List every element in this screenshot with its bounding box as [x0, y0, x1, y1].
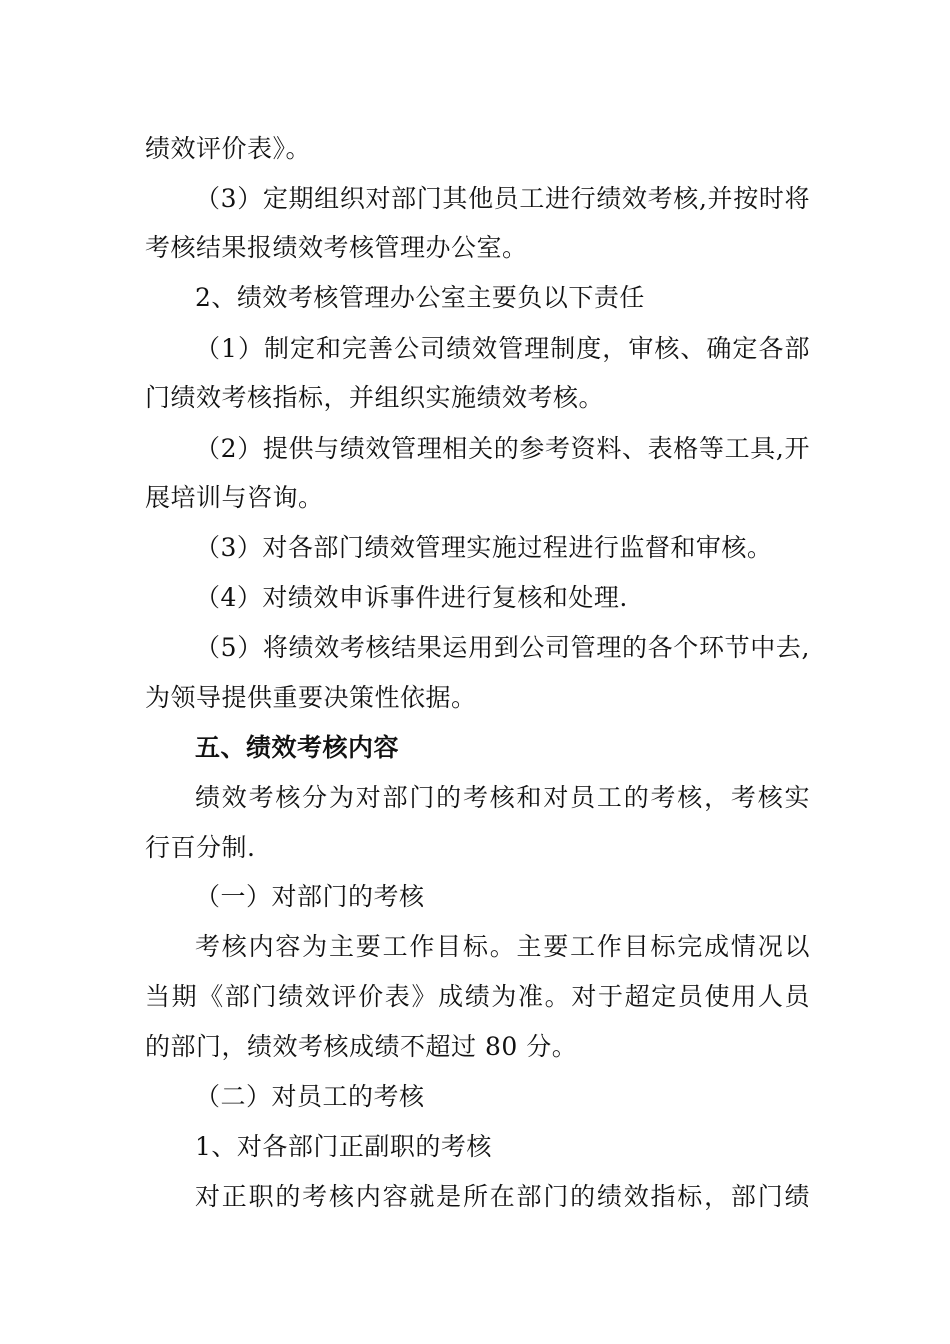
paragraph-line: 当期《部门绩效评价表》成绩为准。对于超定员使用人员: [145, 982, 810, 1011]
subsection-heading: （二）对员工的考核: [195, 1082, 425, 1111]
paragraph-line: （5）将绩效考核结果运用到公司管理的各个环节中去,: [195, 633, 810, 662]
paragraph-line: 门绩效考核指标，并组织实施绩效考核。: [145, 383, 605, 412]
paragraph-line: 绩效评价表》。: [145, 134, 312, 163]
paragraph-line: 绩效考核分为对部门的考核和对员工的考核，考核实: [195, 783, 810, 812]
paragraph-line: 行百分制.: [145, 833, 256, 862]
paragraph-line: 为领导提供重要决策性依据。: [145, 683, 477, 712]
paragraph-line: 考核内容为主要工作目标。主要工作目标完成情况以: [195, 932, 810, 961]
paragraph-line: 的部门，绩效考核成绩不超过 80 分。: [145, 1032, 578, 1061]
section-heading: 2、绩效考核管理办公室主要负以下责任: [195, 283, 645, 312]
subsection-heading: （一）对部门的考核: [195, 882, 425, 911]
paragraph-line: 对正职的考核内容就是所在部门的绩效指标，部门绩: [195, 1182, 810, 1211]
subsection-heading: 1、对各部门正副职的考核: [195, 1132, 492, 1161]
paragraph-line: （3）定期组织对部门其他员工进行绩效考核,并按时将: [195, 184, 810, 213]
paragraph-line: 展培训与咨询。: [145, 483, 324, 512]
paragraph-line: （1）制定和完善公司绩效管理制度，审核、确定各部: [195, 334, 810, 363]
paragraph-line: 考核结果报绩效考核管理办公室。: [145, 233, 528, 262]
paragraph-line: （2）提供与绩效管理相关的参考资料、表格等工具,开: [195, 434, 810, 463]
paragraph-line: （4）对绩效申诉事件进行复核和处理.: [195, 583, 628, 612]
paragraph-line: （3）对各部门绩效管理实施过程进行监督和审核。: [195, 533, 773, 562]
section-heading: 五、绩效考核内容: [195, 733, 400, 762]
